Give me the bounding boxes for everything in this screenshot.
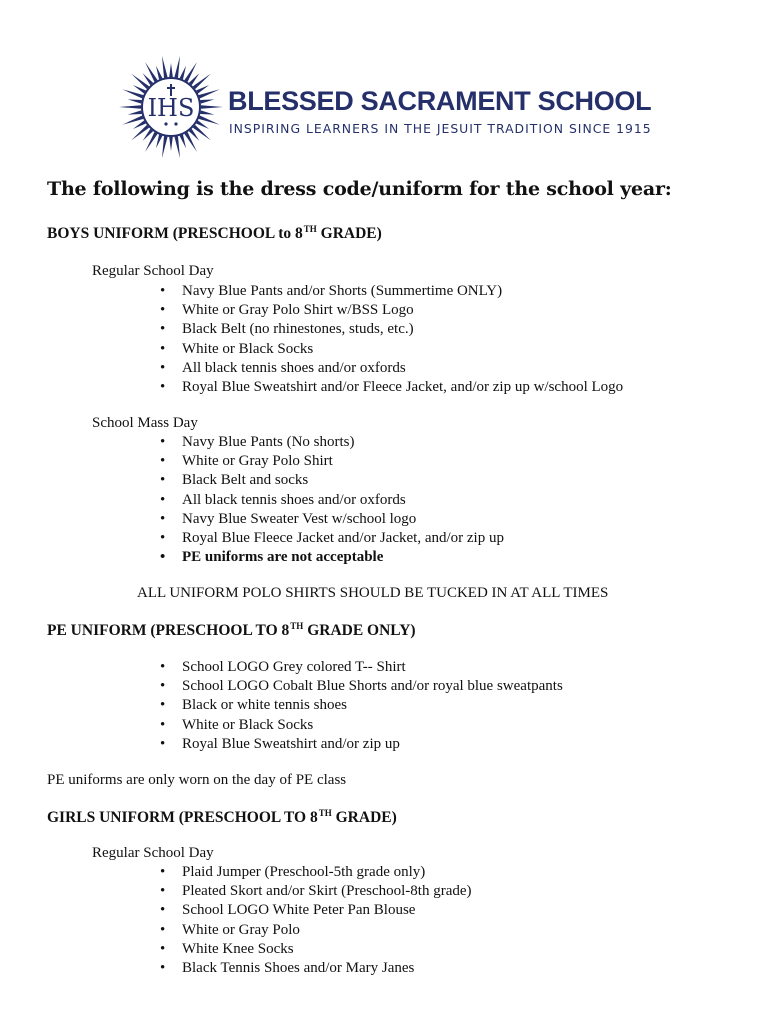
heading-text: PE UNIFORM (PRESCHOOL TO 8 [47, 622, 290, 639]
boys-mass-list [160, 433, 504, 567]
bullet-icon: • [160, 491, 166, 508]
list-item-text: Navy Blue Pants and/or Shorts (Summertime ONLY) [182, 283, 503, 299]
list-item-text: Black or white tennis shoes [182, 697, 347, 714]
sun-ray [193, 125, 211, 141]
list-item [160, 901, 472, 920]
sun-ray [200, 99, 214, 103]
list-item [160, 471, 504, 490]
sun-ray [156, 66, 162, 80]
bullet-icon: • [160, 510, 166, 527]
sun-ray [174, 136, 180, 158]
heading-superscript: TH [303, 224, 317, 234]
girls-regular-day-label: Regular School Day [92, 845, 214, 861]
bullet-icon: • [160, 716, 166, 733]
heading-superscript: TH [318, 808, 332, 818]
list-item-text: Navy Blue Sweater Vest w/school logo [182, 510, 417, 527]
school-logo [118, 54, 658, 160]
bullet-icon: • [160, 434, 166, 450]
list-item [160, 940, 472, 959]
sun-ray [169, 137, 173, 151]
girls-uniform-heading [47, 808, 397, 827]
list-item-text: White Knee Socks [182, 940, 294, 957]
list-item [160, 433, 504, 452]
bullet-icon: • [160, 659, 166, 675]
list-item-text: Pleated Skort and/or Skirt (Preschool-8th grade) [182, 883, 472, 900]
sun-ray [193, 74, 211, 90]
sun-ray [174, 56, 180, 78]
bullet-icon: • [160, 883, 166, 900]
list-item-text: Navy Blue Pants (No shorts) [182, 434, 355, 450]
bullet-icon: • [160, 378, 166, 395]
list-item [160, 716, 563, 735]
sunburst-seal-icon [118, 54, 224, 160]
list-item [160, 696, 563, 715]
bullet-icon: • [160, 864, 166, 880]
school-name: BLESSED SACRAMENT SCHOOL [228, 86, 652, 116]
list-item [160, 320, 623, 339]
bullet-icon: • [160, 321, 166, 338]
boys-regular-list [160, 282, 623, 397]
sun-ray [200, 110, 214, 114]
list-item-text: White or Gray Polo Shirt w/BSS Logo [182, 302, 414, 319]
sun-ray [180, 135, 186, 149]
sun-ray [162, 56, 168, 78]
heading-text: GIRLS UNIFORM (PRESCHOOL TO 8 [47, 809, 318, 826]
pe-uniform-list [160, 658, 563, 754]
heading-superscript: TH [290, 621, 304, 631]
bullet-icon: • [160, 283, 166, 299]
list-item-text: All black tennis shoes and/or oxfords [182, 359, 406, 376]
boys-mass-day-label: School Mass Day [92, 415, 198, 431]
list-item [160, 882, 472, 901]
list-item [160, 677, 563, 696]
list-item [160, 529, 504, 548]
list-item [160, 452, 504, 471]
bullet-icon: • [160, 549, 166, 566]
list-item-text: White or Black Socks [182, 340, 314, 357]
bullet-icon: • [160, 959, 166, 976]
bullet-icon: • [160, 921, 166, 938]
boys-regular-day-label: Regular School Day [92, 263, 214, 279]
page-title: The following is the dress code/uniform for the school year: [47, 178, 672, 200]
list-item-text: Royal Blue Sweatshirt and/or Fleece Jacket, and/or zip up w/school Logo [182, 378, 624, 395]
list-item-text: Plaid Jumper (Preschool-5th grade only) [182, 864, 426, 880]
list-item-text: Black Belt (no rhinestones, studs, etc.) [182, 321, 414, 338]
bullet-icon: • [160, 678, 166, 695]
girls-regular-list [160, 863, 472, 978]
list-item-text: Royal Blue Sweatshirt and/or zip up [182, 735, 400, 752]
list-item-text: School LOGO White Peter Pan Blouse [182, 902, 416, 919]
sun-ray [201, 105, 223, 109]
sun-ray [128, 110, 142, 114]
list-item [160, 282, 623, 301]
list-item [160, 548, 504, 567]
sun-ray [133, 85, 146, 94]
list-item-text: School LOGO Grey colored T-- Shirt [182, 659, 406, 675]
list-item [160, 959, 472, 978]
bullet-icon: • [160, 359, 166, 376]
school-tagline: INSPIRING LEARNERS IN THE JESUIT TRADITION SINCE 1915 [229, 121, 652, 136]
tuck-in-note: ALL UNIFORM POLO SHIRTS SHOULD BE TUCKED IN AT ALL TIMES [137, 585, 609, 601]
sun-ray [162, 136, 168, 158]
pe-note: PE uniforms are only worn on the day of PE class [47, 772, 347, 788]
sun-ray [156, 135, 162, 149]
bullet-icon: • [160, 940, 166, 957]
list-item [160, 510, 504, 529]
list-item [160, 491, 504, 510]
list-item-text: White or Black Socks [182, 716, 314, 733]
bullet-icon: • [160, 302, 166, 319]
bullet-icon: • [160, 529, 166, 546]
pe-uniform-heading [47, 621, 416, 640]
bullet-icon: • [160, 902, 166, 919]
heading-text: GRADE) [331, 809, 397, 826]
heading-text: BOYS UNIFORM (PRESCHOOL to 8 [47, 225, 303, 242]
list-item [160, 340, 623, 359]
list-item-text: Royal Blue Fleece Jacket and/or Jacket, and/or zip up [182, 529, 504, 546]
list-item-text: School LOGO Cobalt Blue Shorts and/or royal blue sweatpants [182, 678, 563, 695]
heading-text: GRADE) [316, 225, 382, 242]
list-item-text: White or Gray Polo Shirt [182, 453, 333, 470]
sun-ray [128, 99, 142, 103]
bullet-icon: • [160, 735, 166, 752]
bullet-icon: • [160, 472, 166, 489]
list-item [160, 378, 623, 397]
sun-ray [169, 63, 173, 77]
sun-ray [196, 85, 209, 94]
sun-ray [133, 120, 146, 129]
bullet-icon: • [160, 340, 166, 357]
list-item-text: Black Belt and socks [182, 472, 309, 489]
bullet-icon: • [160, 697, 166, 714]
list-item-text: PE uniforms are not acceptable [182, 549, 384, 566]
list-item-text: All black tennis shoes and/or oxfords [182, 491, 406, 508]
boys-uniform-heading [47, 224, 382, 243]
heading-text: GRADE ONLY) [303, 622, 416, 639]
sun-ray [180, 66, 186, 80]
sun-ray [119, 105, 141, 109]
list-item [160, 921, 472, 940]
list-item [160, 863, 472, 882]
sun-ray [131, 74, 149, 90]
sun-ray [196, 120, 209, 129]
svg-text:IHS: IHS [147, 94, 195, 122]
sun-ray [131, 125, 149, 141]
list-item [160, 301, 623, 320]
list-item [160, 658, 563, 677]
list-item-text: White or Gray Polo [182, 921, 300, 938]
list-item [160, 359, 623, 378]
list-item [160, 735, 563, 754]
list-item-text: Black Tennis Shoes and/or Mary Janes [182, 959, 415, 976]
bullet-icon: • [160, 453, 166, 470]
